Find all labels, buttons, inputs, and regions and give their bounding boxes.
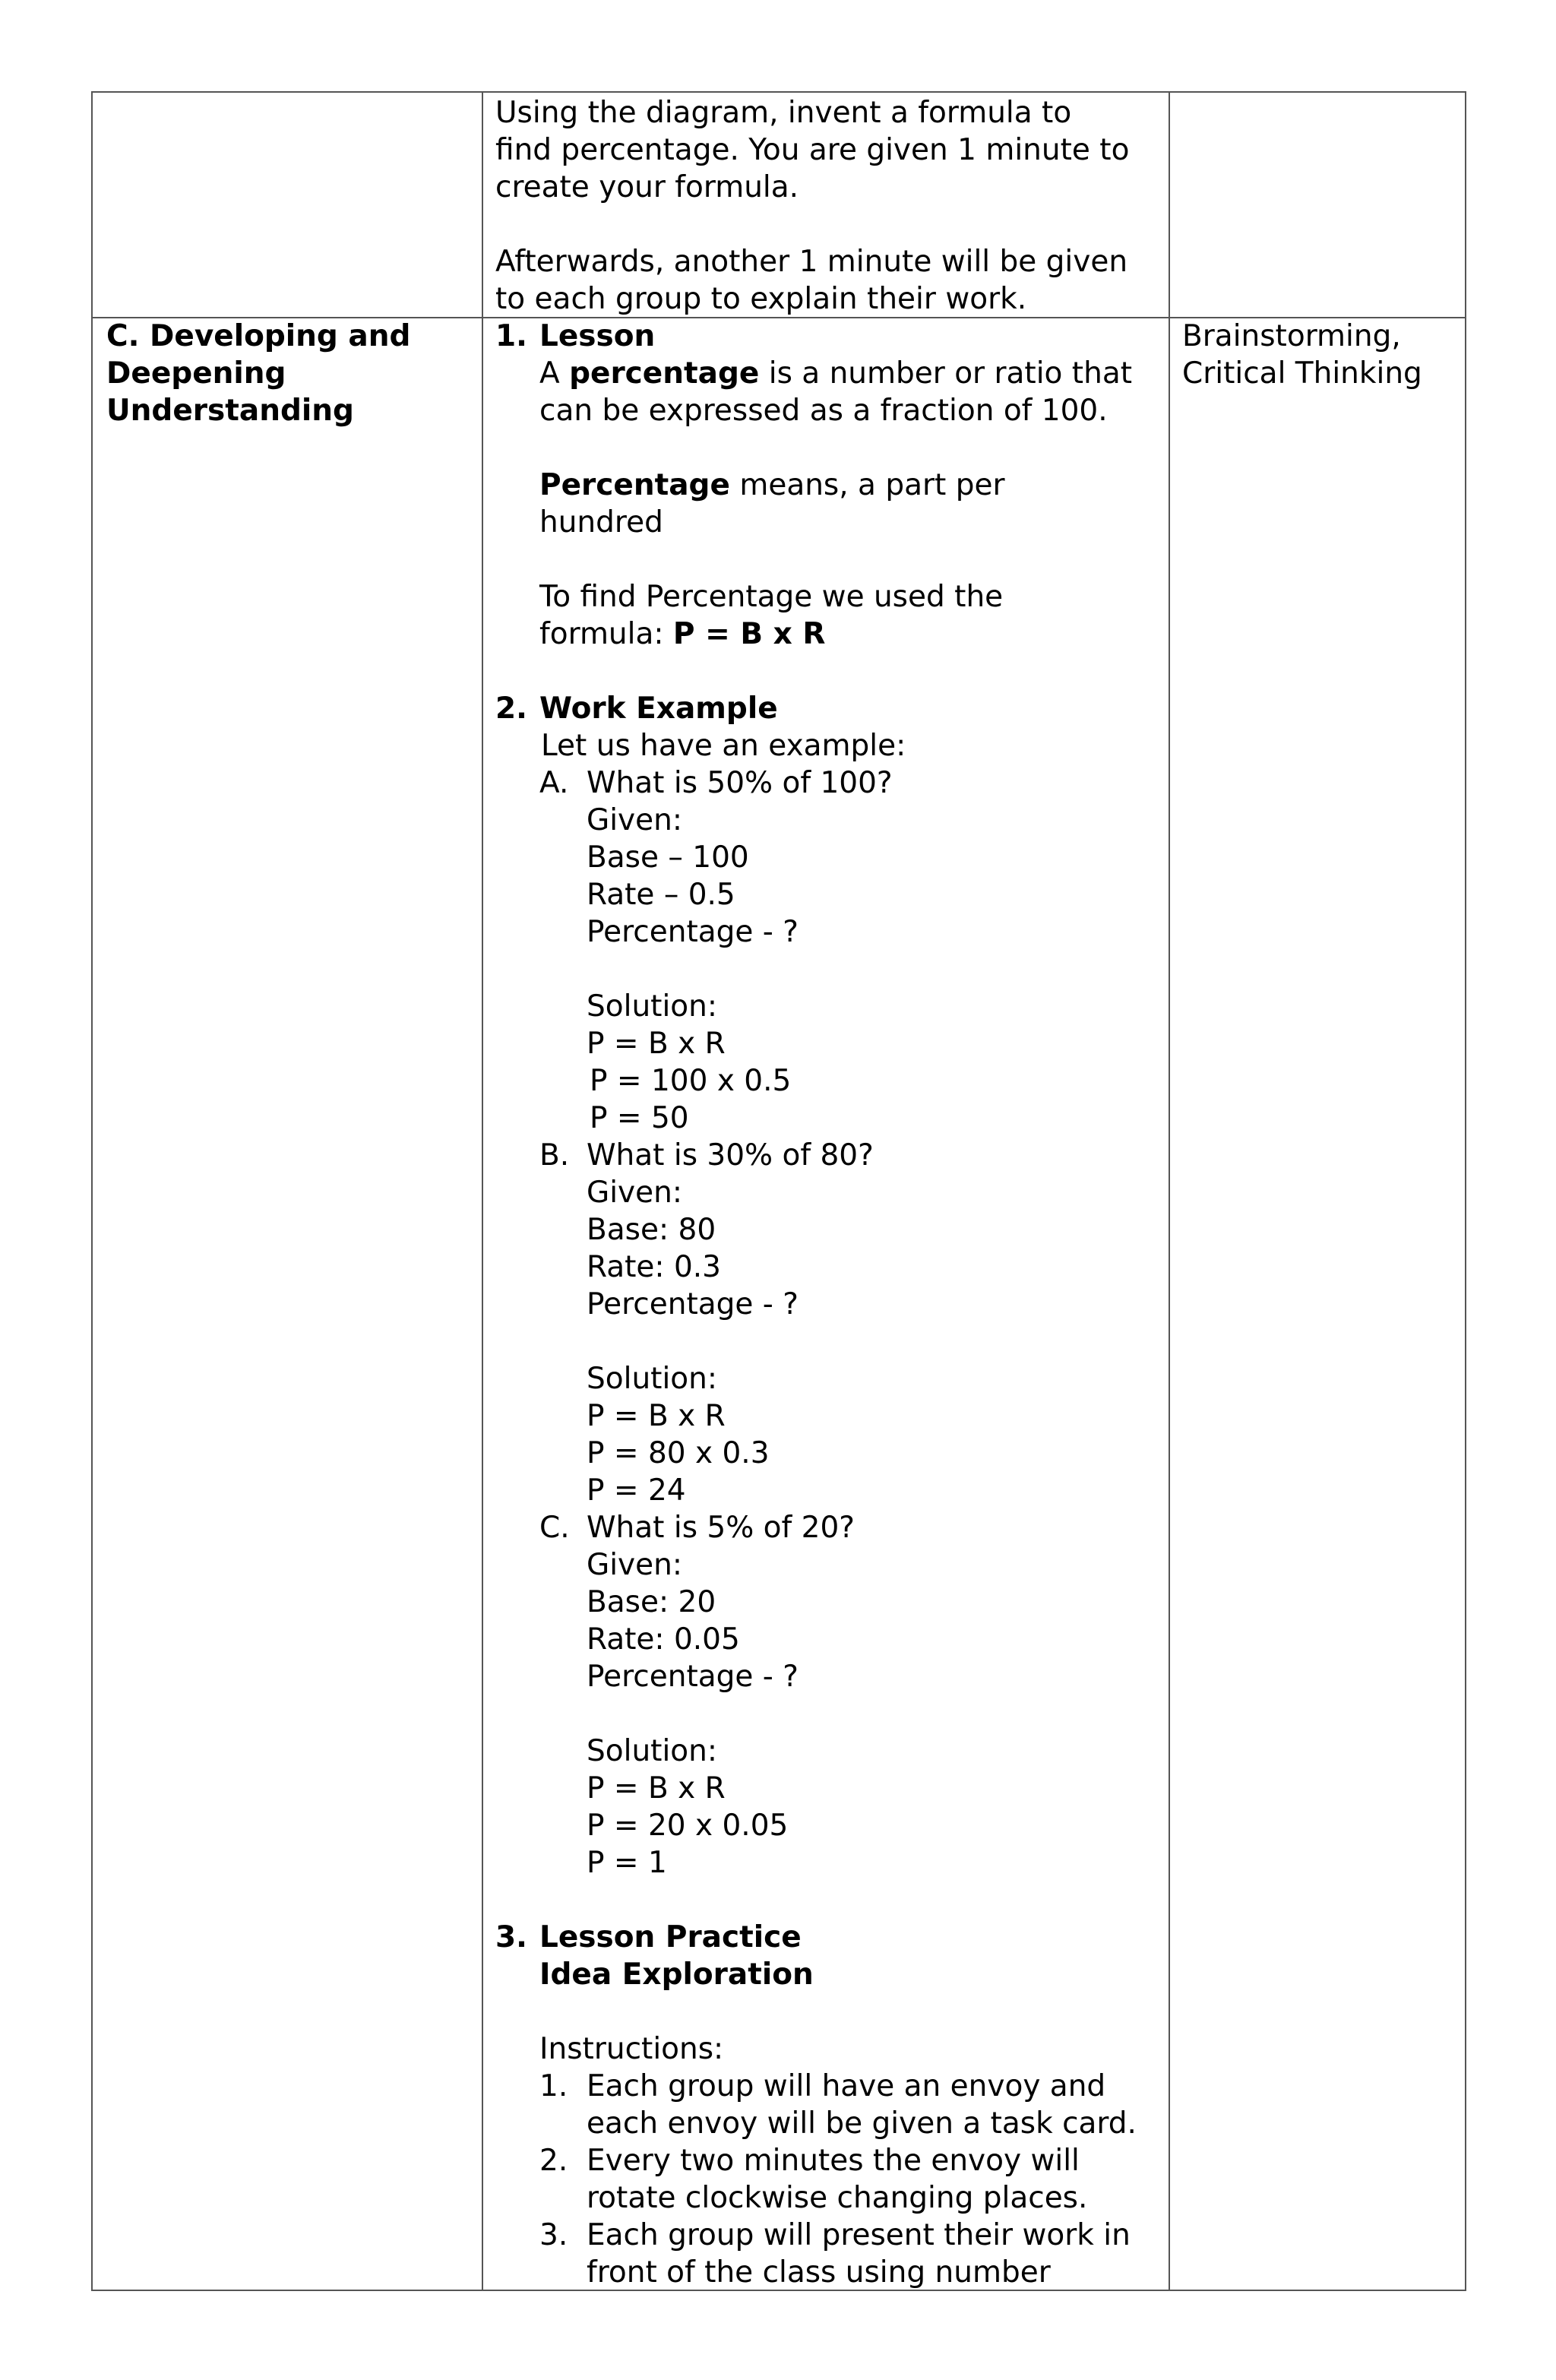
example-letter: A. bbox=[539, 766, 569, 800]
phase-line: C. Developing and bbox=[106, 319, 411, 353]
term-bold: Percentage bbox=[539, 468, 730, 502]
step-line: Every two minutes the envoy will bbox=[587, 2144, 1080, 2178]
example-question: What is 30% of 80? bbox=[587, 1138, 874, 1173]
instructions-label: Instructions: bbox=[539, 2032, 724, 2066]
step-line: Each group will have an envoy and bbox=[587, 2069, 1106, 2103]
example-line: Base: 80 bbox=[587, 1213, 716, 1247]
step-number: 2. bbox=[539, 2144, 568, 2178]
example-line: P = 24 bbox=[587, 1473, 686, 1508]
step-number: 3. bbox=[539, 2218, 568, 2252]
example-line: Percentage - ? bbox=[587, 1660, 799, 1694]
example-line: Solution: bbox=[587, 1734, 718, 1768]
example-line: Base: 20 bbox=[587, 1585, 716, 1619]
term-bold: percentage bbox=[569, 356, 760, 391]
example-line: Given: bbox=[587, 803, 682, 837]
definition-line: A percentage is a number or ratio that bbox=[539, 356, 1133, 391]
formula: P = B x R bbox=[672, 617, 826, 651]
example-line: P = 20 x 0.05 bbox=[587, 1809, 789, 1843]
means-line: hundred bbox=[539, 505, 663, 540]
text-line: Using the diagram, invent a formula to bbox=[495, 96, 1072, 130]
section-number: 2. bbox=[495, 692, 527, 726]
example-line: Given: bbox=[587, 1176, 682, 1210]
section-title: Lesson bbox=[539, 319, 656, 353]
means-line: Percentage means, a part per bbox=[539, 468, 1005, 502]
column-divider bbox=[1169, 93, 1170, 2290]
example-line: P = 1 bbox=[587, 1846, 667, 1880]
example-question: What is 5% of 20? bbox=[587, 1511, 855, 1545]
column-divider bbox=[482, 93, 483, 2290]
text-line: Afterwards, another 1 minute will be given bbox=[495, 245, 1128, 279]
example-question: What is 50% of 100? bbox=[587, 766, 893, 800]
section-number: 3. bbox=[495, 1920, 527, 1954]
phase-line: Deepening bbox=[106, 356, 286, 391]
example-line: Rate – 0.5 bbox=[587, 878, 735, 912]
formula-intro: To find Percentage we used the bbox=[539, 580, 1004, 614]
example-line: Solution: bbox=[587, 1362, 718, 1396]
example-letter: B. bbox=[539, 1138, 570, 1173]
section-title: Lesson Practice bbox=[539, 1920, 802, 1954]
example-line: Percentage - ? bbox=[587, 1287, 799, 1321]
example-line: Percentage - ? bbox=[587, 915, 799, 949]
section-title: Work Example bbox=[539, 692, 778, 726]
step-line: each envoy will be given a task card. bbox=[587, 2106, 1137, 2141]
example-line: P = 50 bbox=[590, 1101, 689, 1135]
example-line: Solution: bbox=[587, 989, 718, 1024]
example-line: P = B x R bbox=[587, 1399, 726, 1433]
skill-line: Brainstorming, bbox=[1182, 319, 1401, 353]
definition-line: can be expressed as a fraction of 100. bbox=[539, 394, 1108, 428]
skill-line: Critical Thinking bbox=[1182, 356, 1422, 391]
example-line: Given: bbox=[587, 1548, 682, 1582]
example-line: P = 80 x 0.3 bbox=[587, 1436, 770, 1470]
example-letter: C. bbox=[539, 1511, 570, 1545]
formula-line: formula: P = B x R bbox=[539, 617, 826, 651]
step-line: front of the class using number bbox=[587, 2255, 1051, 2290]
example-line: Rate: 0.3 bbox=[587, 1250, 721, 1284]
step-line: Each group will present their work in bbox=[587, 2218, 1131, 2252]
text-line: to each group to explain their work. bbox=[495, 282, 1027, 316]
phase-line: Understanding bbox=[106, 394, 354, 428]
step-line: rotate clockwise changing places. bbox=[587, 2181, 1088, 2215]
example-intro: Let us have an example: bbox=[541, 729, 906, 763]
section-subtitle: Idea Exploration bbox=[539, 1957, 814, 1992]
text-line: find percentage. You are given 1 minute to bbox=[495, 133, 1130, 167]
example-line: P = B x R bbox=[587, 1027, 726, 1061]
text-line: create your formula. bbox=[495, 170, 799, 204]
example-line: Rate: 0.05 bbox=[587, 1622, 740, 1657]
example-line: P = 100 x 0.5 bbox=[590, 1064, 792, 1098]
section-number: 1. bbox=[495, 319, 527, 353]
example-line: Base – 100 bbox=[587, 840, 749, 875]
example-line: P = B x R bbox=[587, 1771, 726, 1806]
step-number: 1. bbox=[539, 2069, 568, 2103]
